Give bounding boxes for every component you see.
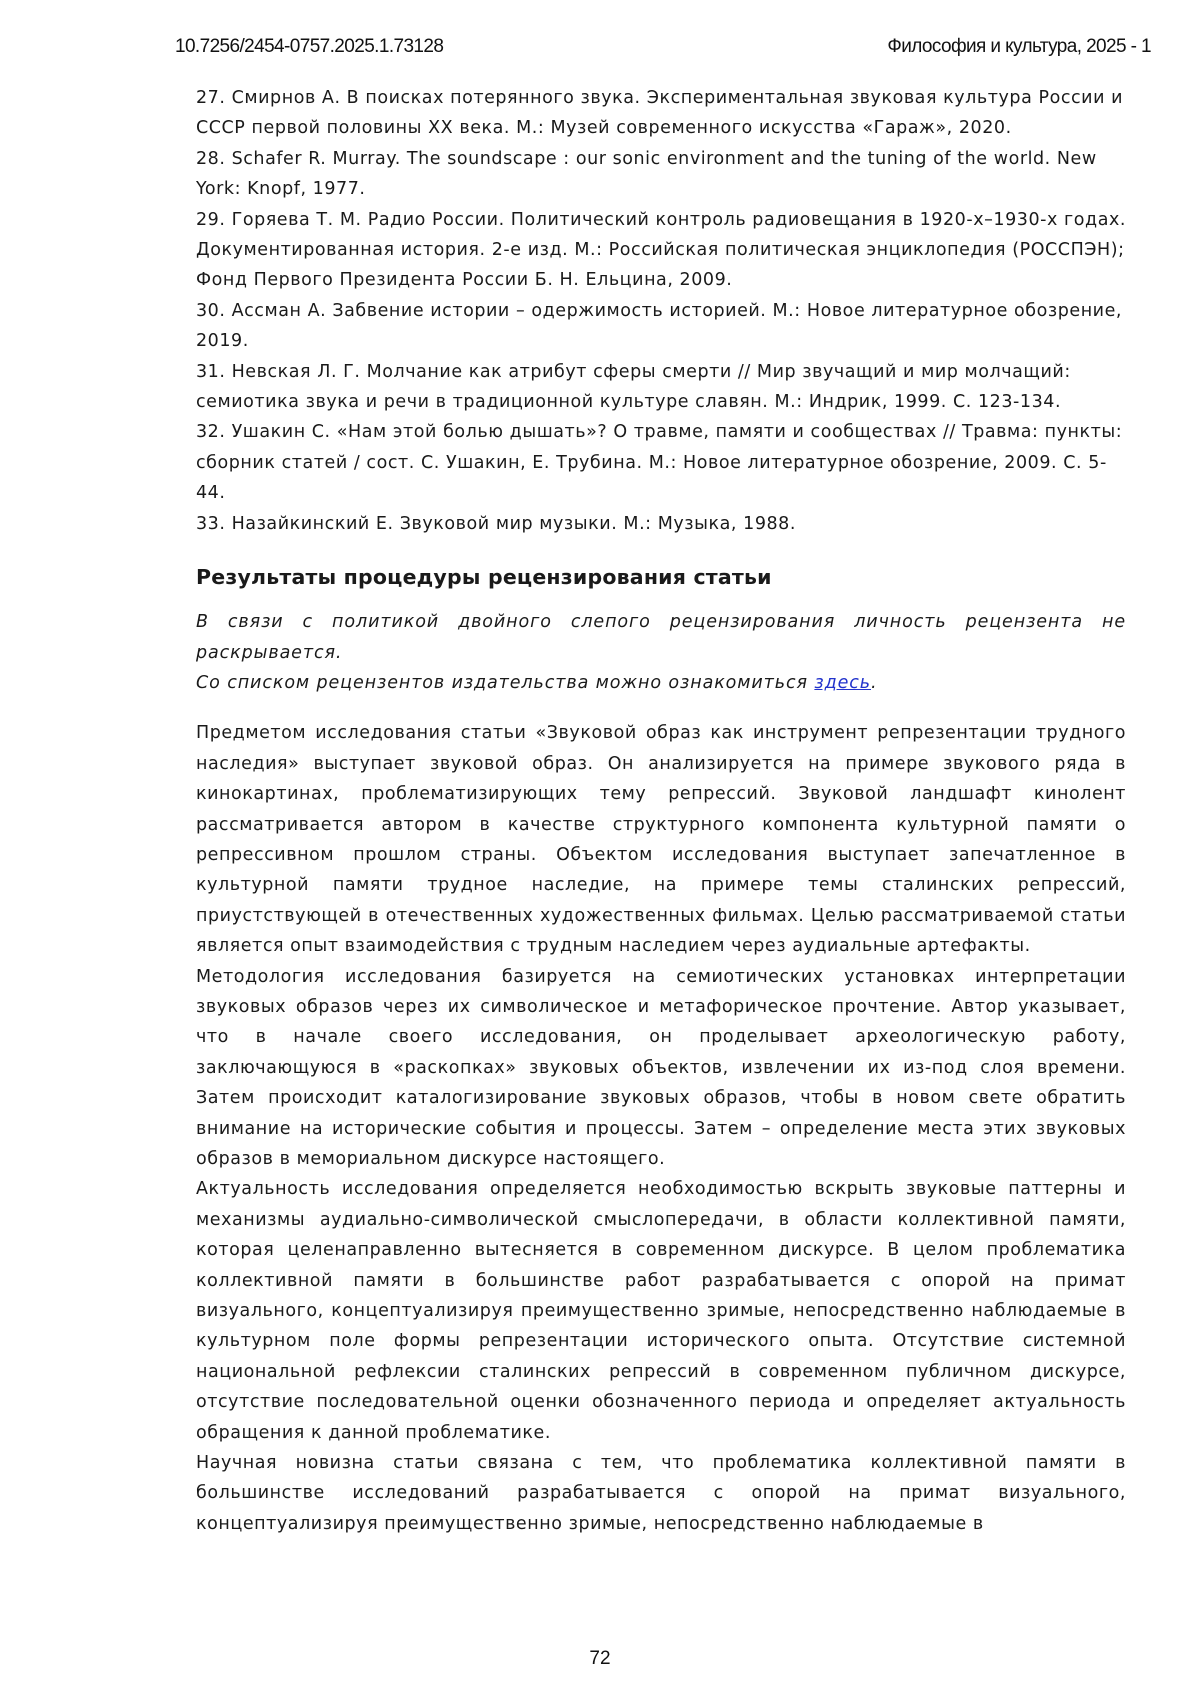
- reviewers-note-text: Со списком рецензентов издательства можно ознакомиться: [196, 672, 815, 693]
- review-paragraph: Предметом исследования статьи «Звуковой образ как инструмент репрезентации трудного наследия» выступает звуковой образ. Он анализируется на примере звукового ряда в кинокартинах, проблематизирующих тему репрессий. Звуковой ландшафт кинолент рассматривается автором в качестве структурного компонента культурной памяти о репрессивном прошлом страны. Объектом исследования выступает запечатленное в культурной памяти трудное наследие, на примере темы сталинских репрессий, приустствующей в отечественных художественных фильмах. Целью рассматриваемой статьи является опыт взаимодействия с трудным наследием через аудиальные артефакты.: [196, 723, 1126, 957]
- page-number: 72: [589, 1648, 611, 1669]
- reference-item: 31. Невская Л. Г. Молчание как атрибут сферы смерти // Мир звучащий и мир молчащий: семиотика звука и речи в традиционной культуре славян. М.: Индрик, 1999. С. 123-134.: [196, 361, 1071, 413]
- reviewers-link[interactable]: здесь: [814, 672, 871, 693]
- review-body: [196, 718, 1126, 1539]
- doi-header: 10.7256/2454-0757.2025.1.73128: [175, 36, 444, 57]
- reference-list: [196, 83, 1126, 539]
- reference-item: 29. Горяева Т. М. Радио России. Политический контроль радиовещания в 1920-х–1930-х годах. Документированная история. 2-е изд. М.: Российская политическая энциклопедия (РОССПЭН); Фонд Первого Президента России Б. Н. Ельцина, 2009.: [196, 209, 1126, 291]
- reference-item: 32. Ушакин С. «Нам этой болью дышать»? О травме, памяти и сообществах // Травма: пункты: сборник статей / сост. С. Ушакин, Е. Трубина. М.: Новое литературное обозрение, 2009. С. 5-44.: [196, 422, 1123, 504]
- reference-item: 28. Schafer R. Murray. The soundscape : our sonic environment and the tuning of the world. New York: Knopf, 1977.: [196, 148, 1097, 200]
- review-section-title: Результаты процедуры рецензирования статьи: [196, 565, 772, 590]
- review-paragraph: Методология исследования базируется на семиотических установках интерпретации звуковых образов через их символическое и метафорическое прочтение. Автор указывает, что в начале своего исследования, он проделывает археологическую работу, заключающуюся в «раскопках» звуковых объектов, извлечении их из-под слоя времени. Затем происходит каталогизирование звуковых образов, чтобы в новом свете обратить внимание на исторические события и процессы. Затем – определение места этих звуковых образов в мемориальном дискурсе настоящего.: [196, 966, 1126, 1169]
- review-paragraph: Научная новизна статьи связана с тем, что проблематика коллективной памяти в большинстве исследований разрабатывается с опорой на примат визуального, концептуализируя преимущественно зримые, непосредственно наблюдаемые в: [196, 1453, 1126, 1534]
- blind-review-note: В связи с политикой двойного слепого рецензирования личность рецензента не раскрывается.: [196, 612, 1126, 663]
- review-paragraph: Актуальность исследования определяется необходимостью вскрыть звуковые паттерны и механизмы аудиально-символической смыслопередачи, в области коллективной памяти, которая целенаправленно вытесняется в современном дискурсе. В целом проблематика коллективной памяти в большинстве работ разрабатывается с опорой на примат визуального, концептуализируя преимущественно зримые, непосредственно наблюдаемые в культурном поле формы репрезентации исторического опыта. Отсутствие системной национальной рефлексии сталинских репрессий в современном публичном дискурсе, отсутствие последовательной оценки обозначенного периода и определяет актуальность обращения к данной проблематике.: [196, 1179, 1126, 1443]
- page-content: [196, 83, 1126, 1539]
- review-note: [196, 607, 1126, 698]
- reference-item: 30. Ассман А. Забвение истории – одержимость историей. М.: Новое литературное обозрение, 2019.: [196, 300, 1123, 352]
- reference-item: 33. Назайкинский Е. Звуковой мир музыки. М.: Музыка, 1988.: [196, 513, 796, 534]
- reviewers-list-note: [196, 668, 1126, 698]
- journal-header: Философия и культура, 2025 - 1: [887, 36, 1151, 57]
- reviewers-note-suffix: .: [871, 672, 878, 693]
- reference-item: 27. Смирнов А. В поисках потерянного звука. Экспериментальная звуковая культура России и СССР первой половины XX века. М.: Музей современного искусства «Гараж», 2020.: [196, 88, 1124, 139]
